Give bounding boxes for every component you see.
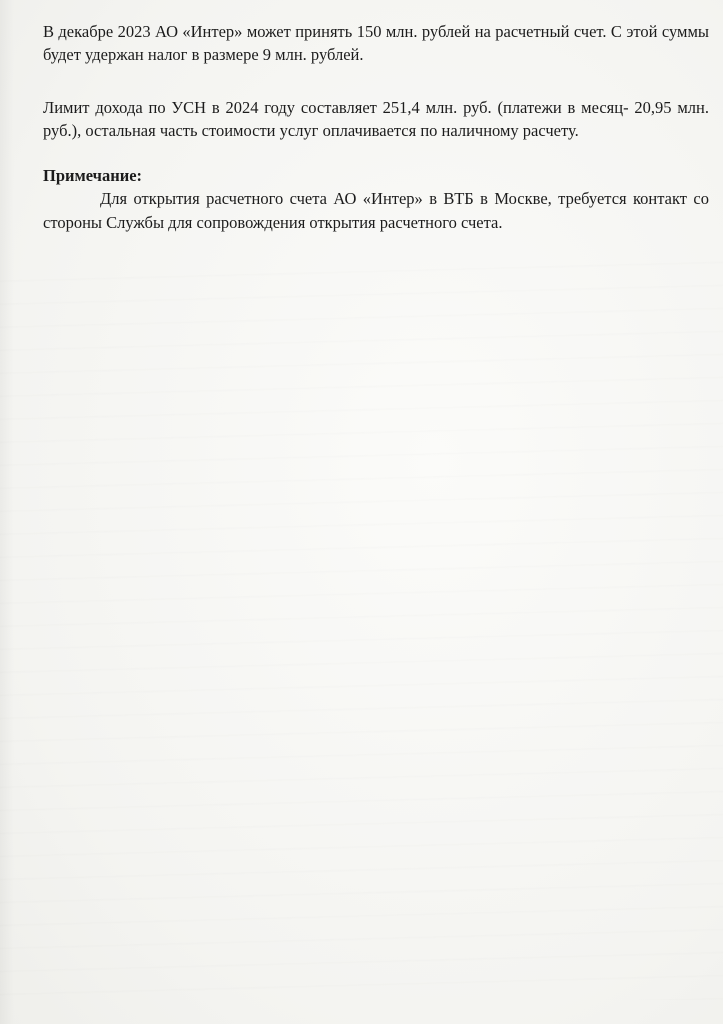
paragraph-income-december: В декабре 2023 АО «Интер» может принять 150 млн. рублей на расчетный счет. С этой суммы будет удержан налог в размере 9 млн. рублей. xyxy=(43,22,709,64)
reverse-side-bleed-through xyxy=(0,260,723,1000)
paragraph-usn-limit: Лимит дохода по УСН в 2024 году составляет 251,4 млн. руб. (платежи в месяц- 20,95 млн. руб.), остальная часть стоимости услуг оплачивается по наличному расчету. xyxy=(43,98,709,140)
note-body: Для открытия расчетного счета АО «Интер» в ВТБ в Москве, требуется контакт со стороны Службы для сопровождения открытия расчетного счета. xyxy=(43,189,709,232)
note-heading: Примечание: xyxy=(43,166,143,185)
document-body xyxy=(43,20,709,235)
